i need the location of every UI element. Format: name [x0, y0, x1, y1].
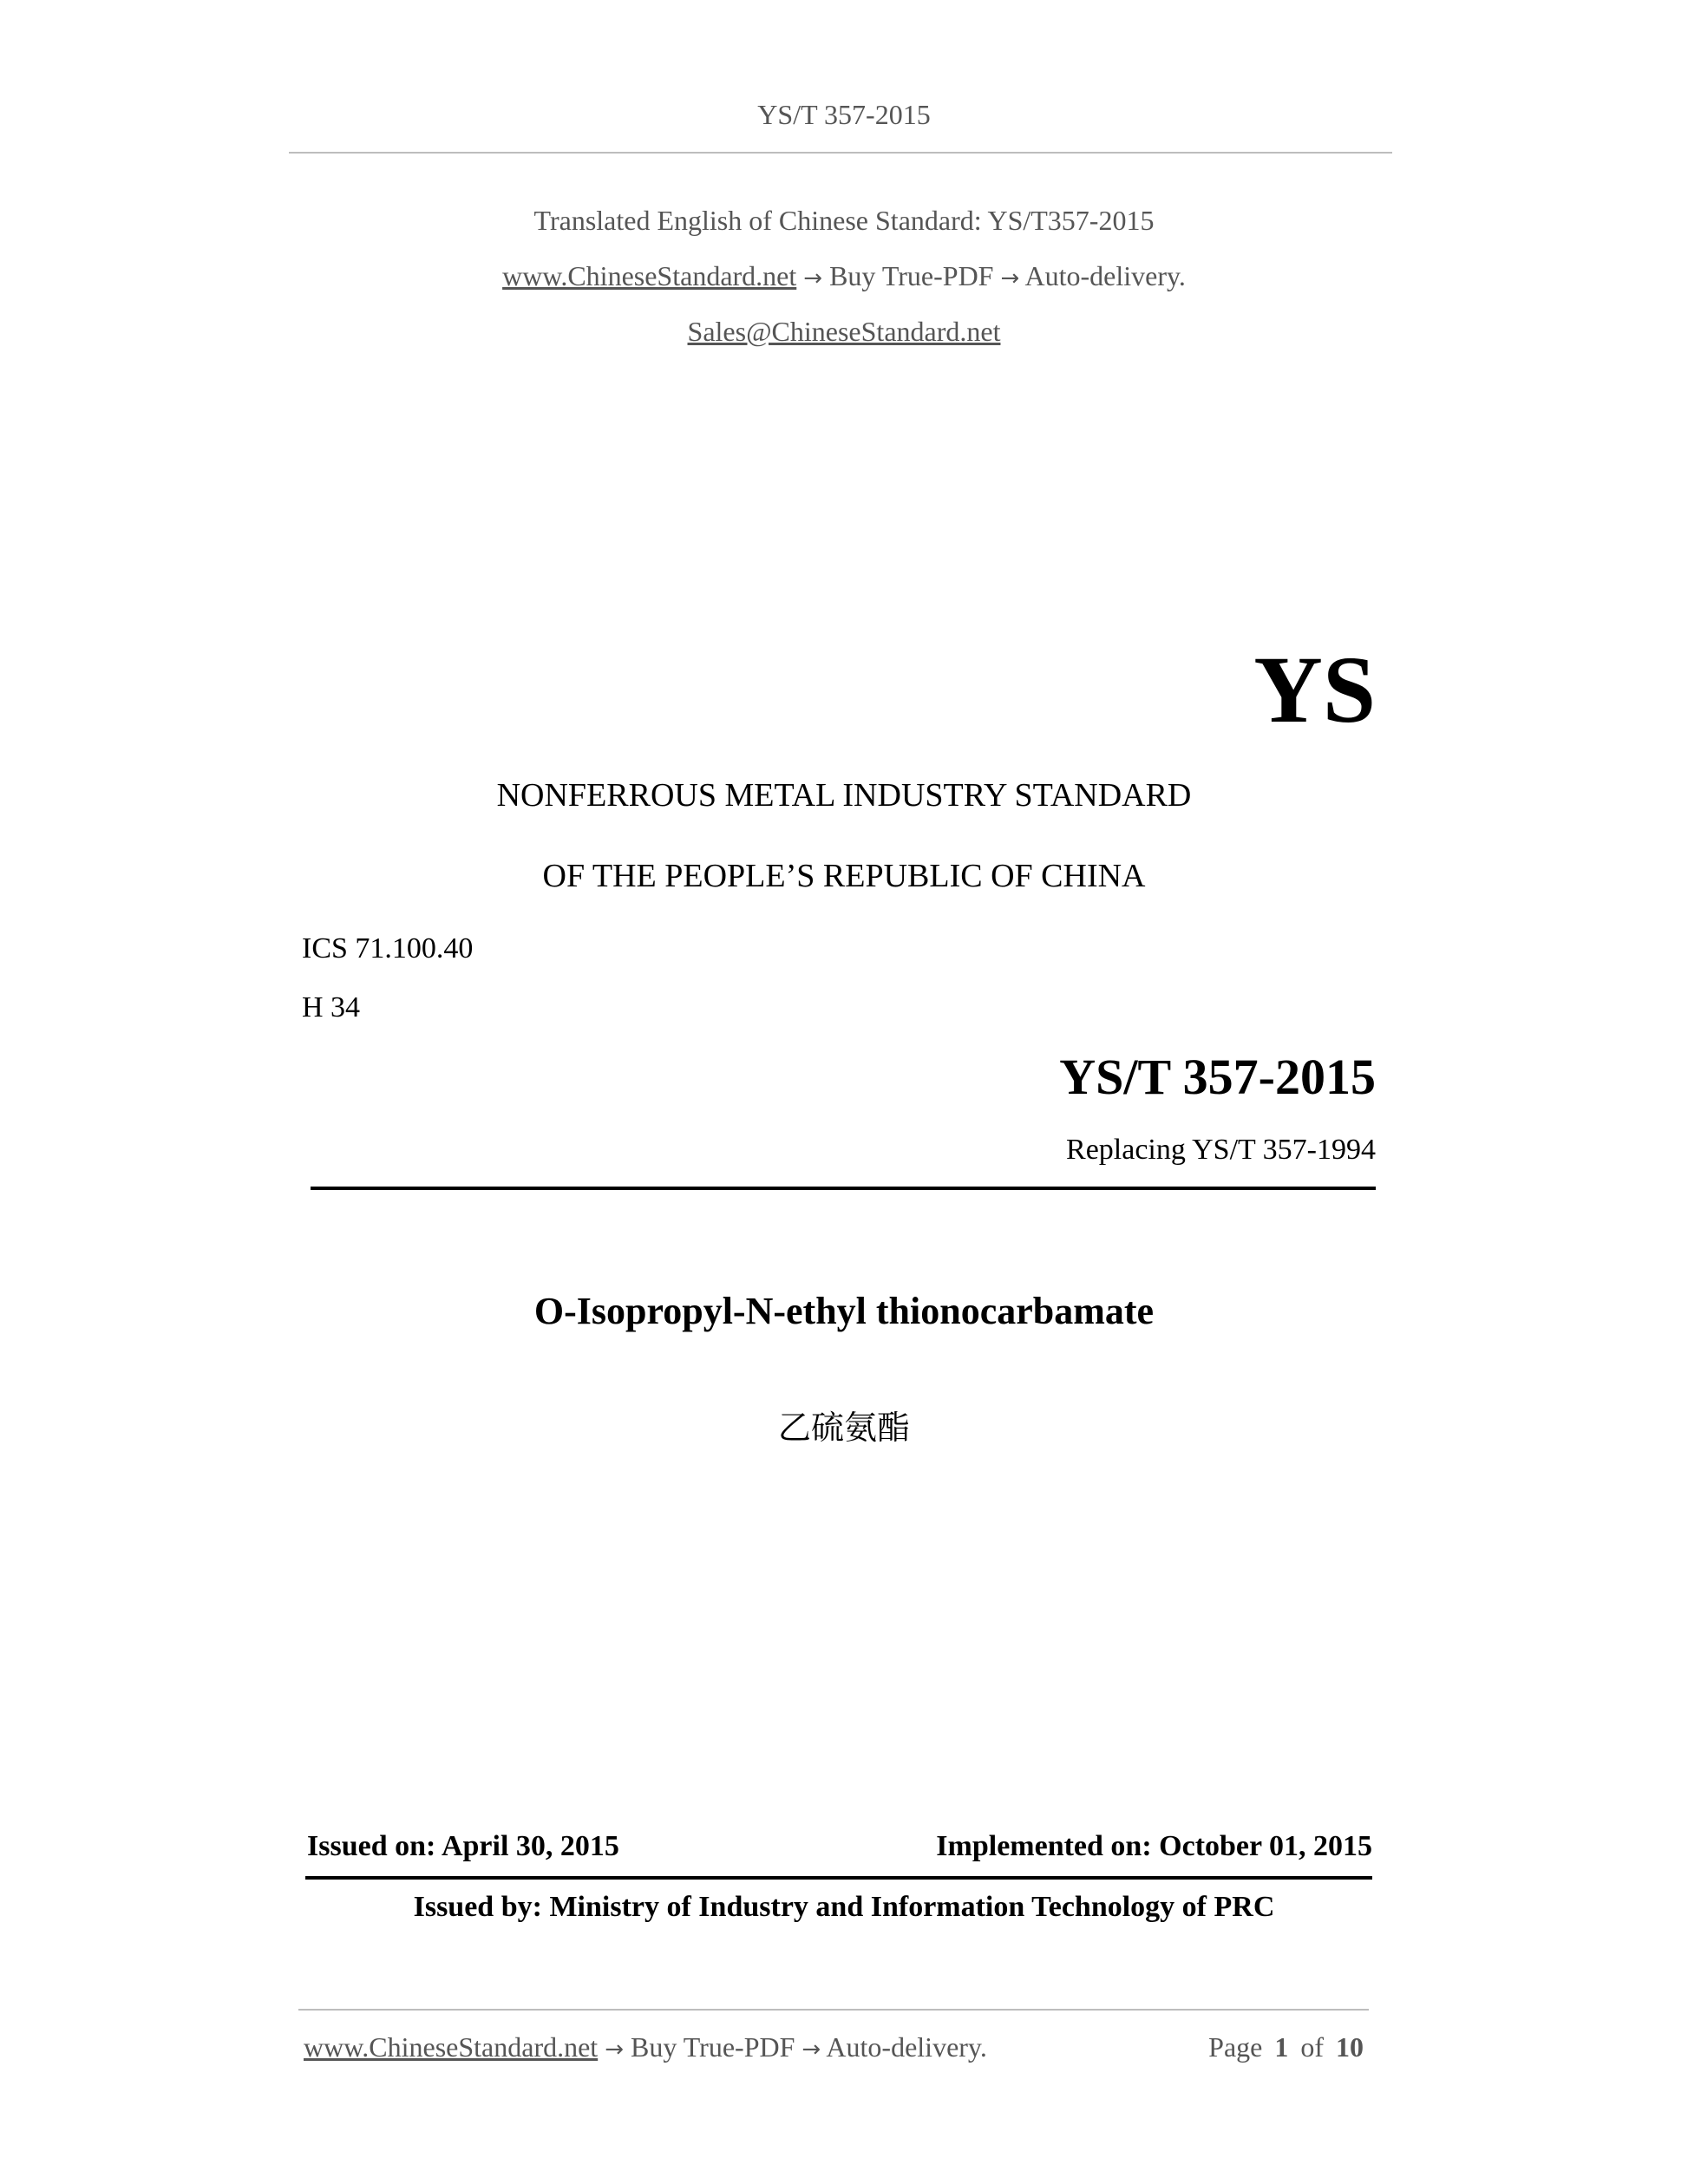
running-header: YS/T 357-2015: [757, 99, 931, 130]
header-divider: [289, 152, 1392, 154]
replacing-note: Replacing YS/T 357-1994: [1066, 1134, 1376, 1166]
email-line: [0, 316, 1688, 348]
of-label: of: [1300, 2031, 1324, 2063]
arrow-right-icon: →: [1000, 265, 1020, 291]
ccs-code: H 34: [302, 991, 361, 1023]
org-line-2: OF THE PEOPLE’S REPUBLIC OF CHINA: [542, 858, 1146, 894]
chinese-title: 乙硫氨酯: [777, 1409, 910, 1447]
ics-code: ICS 71.100.40: [302, 932, 474, 964]
page-indicator: [1208, 2031, 1364, 2063]
document-title: O-Isopropyl-N-ethyl thionocarbamate: [533, 1290, 1155, 1332]
sales-email-link[interactable]: Sales@ChineseStandard.net: [687, 316, 1001, 347]
standard-divider: [311, 1187, 1376, 1190]
banner-buy-line: [0, 260, 1688, 292]
issue-divider: [305, 1876, 1372, 1880]
footer-site-link[interactable]: www.ChineseStandard.net: [304, 2031, 599, 2063]
arrow-right-icon: →: [803, 265, 823, 291]
arrow-right-icon: →: [605, 2037, 624, 2063]
issued-by: Issued by: Ministry of Industry and Information Technology of PRC: [413, 1891, 1275, 1923]
page-number: 1: [1274, 2031, 1289, 2063]
arrow-right-icon: →: [801, 2037, 821, 2063]
footer-buy-line: [304, 2031, 987, 2063]
auto-delivery-text: Auto-delivery.: [1024, 260, 1186, 291]
buy-true-pdf-text: Buy True-PDF: [829, 260, 994, 291]
org-line-1: NONFERROUS METAL INDUSTRY STANDARD: [496, 777, 1192, 814]
footer-auto-delivery-text: Auto-delivery.: [826, 2031, 987, 2063]
footer-buy-true-pdf-text: Buy True-PDF: [630, 2031, 795, 2063]
ys-logo: YS: [1253, 637, 1376, 742]
page-total: 10: [1336, 2031, 1364, 2063]
standard-number: YS/T 357-2015: [1059, 1049, 1376, 1105]
page-label: Page: [1208, 2031, 1263, 2063]
site-link[interactable]: www.ChineseStandard.net: [502, 260, 797, 291]
implemented-on: Implemented on: October 01, 2015: [936, 1830, 1372, 1862]
translated-line: Translated English of Chinese Standard: YS/T357-2015: [533, 205, 1155, 236]
issued-on: Issued on: April 30, 2015: [307, 1830, 619, 1862]
footer-divider: [298, 2009, 1369, 2011]
